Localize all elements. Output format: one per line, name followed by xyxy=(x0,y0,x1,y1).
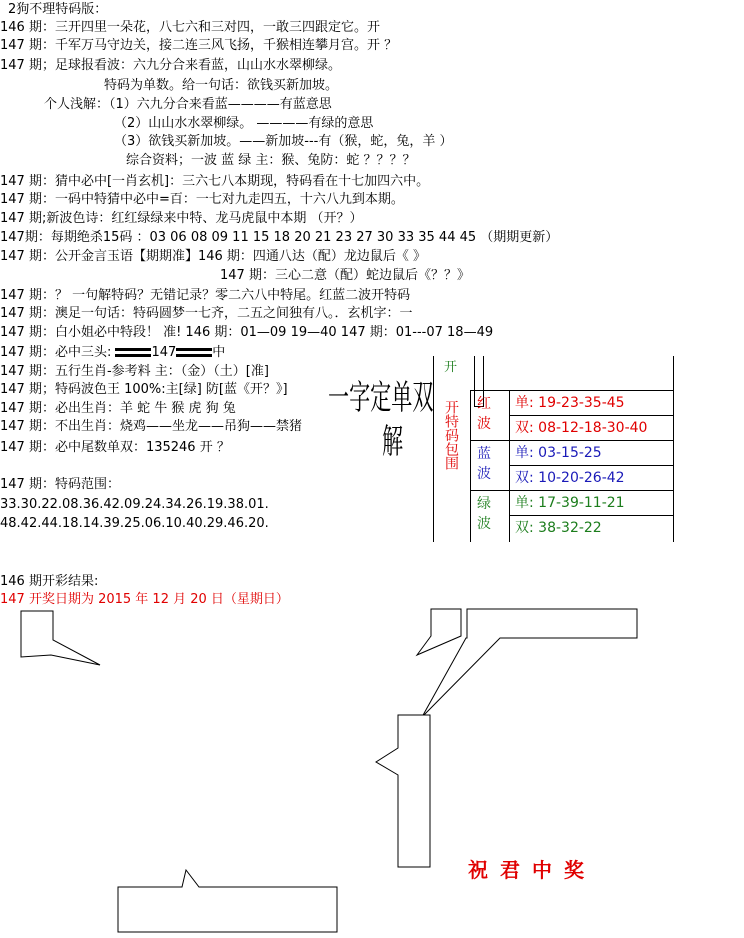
text-line: 147 期：？ 一句解特码？无错记录？零二六八中特尾。红蓝二波开特码 xyxy=(0,288,411,303)
wave-numbers: 38-32-22 xyxy=(538,520,602,536)
text-line: 147 期：三心二意（配）蛇边鼠后《？？》 xyxy=(220,268,470,283)
callout-box-tall xyxy=(376,715,430,867)
three-head-suffix: 中 xyxy=(212,345,226,360)
three-head-line xyxy=(0,345,225,361)
text-line: 147 期：千军万马守边关，接二连三风飞扬，千猴相连攀月宫。开 ？ xyxy=(0,38,398,53)
three-head-prefix: 147 期：必中三头: xyxy=(0,345,112,360)
even-label: 双: xyxy=(515,470,534,486)
callout-box-left xyxy=(21,611,100,665)
text-line: 综合资料；一波 蓝 绿 主：猴、兔防：蛇 ？？？？ xyxy=(126,153,416,168)
text-line: 146 期：三开四里一朵花，八七六和三对四，一敢三四跟定它。开 xyxy=(0,20,380,35)
text-line: 147 期；足球报看波：六九分合来看蓝，山山水水翠柳绿。 xyxy=(0,58,341,73)
text-line: 147 期：五行生肖-参考料 主：（金）（土）[准] xyxy=(0,364,269,379)
number-range-line: 48.42.44.18.14.39.25.06.10.40.29.46.20. xyxy=(0,516,269,531)
wave-numbers: 08-12-18-30-40 xyxy=(538,420,648,436)
wave-numbers: 10-20-26-42 xyxy=(538,470,625,486)
bars-mark xyxy=(115,348,151,357)
text-line: 147期：每期绝杀15码 ：03 06 08 09 11 15 18 20 21 23 27 30 33 35 44 45 （期期更新） xyxy=(0,230,559,245)
odd-label: 单: xyxy=(515,495,534,511)
text-line: 147 期：猜中必中[一肖玄机]：三六七八本期现，特码看在十七加四六中。 xyxy=(0,174,430,189)
text-line: 147 期：必出生肖：羊 蛇 牛 猴 虎 狗 兔 xyxy=(0,401,236,416)
wave-group-blue: 蓝波 xyxy=(477,446,491,482)
text-line: 147 期：特码范围： xyxy=(0,477,120,492)
text-line: 147 期：澳足一句话：特码圆梦一七齐，二五之间独有八。．玄机字：一 xyxy=(0,306,413,321)
open-mark: 开 xyxy=(444,360,458,375)
draw-date: 147 开奖日期为 2015 年 12 月 20 日（星期日） xyxy=(0,592,289,607)
callout-box-wide xyxy=(422,609,637,717)
text-line: 147 期：公开金言玉语【期期准】146 期：四通八达（配）龙边鼠后《 》 xyxy=(0,249,427,264)
results-heading: 146 期开彩结果: xyxy=(0,574,99,589)
blessing-text: 祝君中奖 xyxy=(468,858,596,882)
number-range-line: 33.30.22.08.36.42.09.24.34.26.19.38.01. xyxy=(0,497,269,512)
text-line: 特码为单数。给一句话：欲钱买新加坡。 xyxy=(104,78,339,93)
wave-table-grid xyxy=(433,390,674,542)
text-line: 147 期：一码中特猜中必中=百：一七对九走四五，十六八九到本期。 xyxy=(0,192,404,207)
bars-mark xyxy=(176,348,212,357)
odd-label: 单: xyxy=(515,445,534,461)
big-title-sub: 解 xyxy=(382,422,404,462)
wave-numbers: 19-23-35-45 xyxy=(538,395,625,411)
text-line: 147 期;新波色诗：红红绿绿来中特、龙马虎鼠中本期 （开？） xyxy=(0,211,363,226)
text-line: 147 期：必中尾数单双：135246 开 ？ xyxy=(0,440,230,455)
text-line: 147 期：白小姐必中特段！ 准! 146 期：01—09 19—40 147 期：01---07 18—49 xyxy=(0,325,494,340)
even-label: 双: xyxy=(515,420,534,436)
wave-group-green: 绿波 xyxy=(477,496,491,532)
text-line: 个人浅解：（1）六九分合来看蓝————有蓝意思 xyxy=(44,97,332,112)
text-line: （3）欲钱买新加坡。——新加坡---有（猴，蛇，兔，羊 ） xyxy=(114,134,453,149)
big-title: 一字定单双 xyxy=(328,378,434,418)
odd-label: 单: xyxy=(515,395,534,411)
header-title: 2狗不理特码版： xyxy=(8,2,108,17)
text-line: 147 期；特码波色王 100%:主[绿] 防[蓝《开？》] xyxy=(0,382,288,397)
text-line: 147 期：不出生肖：烧鸡——坐龙——吊狗——禁猪 xyxy=(0,419,302,434)
wave-numbers: 03-15-25 xyxy=(538,445,602,461)
wave-side-label: 开特码包围 xyxy=(443,400,459,470)
three-head-mid: 147 xyxy=(151,345,177,360)
even-label: 双: xyxy=(515,520,534,536)
wave-numbers: 17-39-11-21 xyxy=(538,495,625,511)
callout-box-bottom xyxy=(118,870,337,932)
wave-group-red: 红波 xyxy=(477,396,491,432)
text-line: （2）山山水水翠柳绿。 ————有绿的意思 xyxy=(114,116,374,131)
callout-box-small xyxy=(417,609,461,655)
